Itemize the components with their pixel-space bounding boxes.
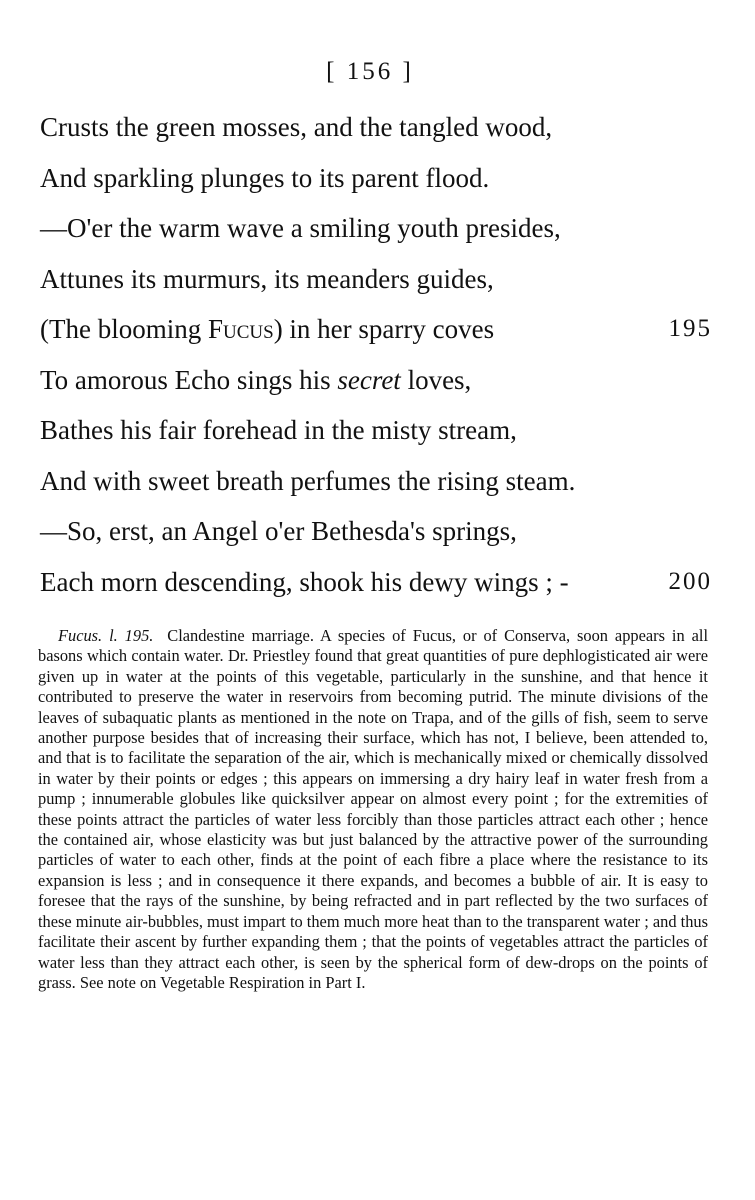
page-number: [ 156 ] bbox=[326, 58, 414, 85]
verse-line bbox=[40, 559, 712, 610]
verse-text: —O'er the warm wave a smiling youth presides, bbox=[40, 213, 561, 243]
verse-text bbox=[40, 365, 471, 395]
verse-line bbox=[40, 357, 712, 408]
verse-text-segment: loves, bbox=[400, 364, 472, 395]
verse-line bbox=[40, 508, 712, 559]
verse-text: And with sweet breath perfumes the rising steam. bbox=[40, 465, 576, 496]
footnote-body: Clandestine marriage. A species of Fucus, or of Conserva, soon appears in all basons which contain water. Dr. Priestley found that great quantities of pure dephlogisticated air were given up in water at the points of this vegetable, particularly in the sunshine, and that hence it contributed to preserve the water in reservoirs from becoming putrid. The minute divisions of the leaves of subaquatic plants as mentioned in the note on Trapa, and of the gills of fish, seem to serve another purpose besides that of increasing their surface, which has not, I believe, been attended to, and that is to facilitate the separation of the air, which is mechanically mixed or chemically dissolved in water by their points or edges ; this appears on immersing a dry hairy leaf in water fresh from a pump ; innumerable globules like quicksilver appear on almost every point ; for the extremities of these points attract the particles of water less forcibly than those particles attract each other ; hence the contained air, whose elasticity was but just balanced by the attractive power of the surrounding particles of water to each other, finds at the point of each fibre a place where the resistance to its expansion is less ; and in consequence it there expands, and becomes a bubble of air. It is easy to foresee that the rays of the sunshine, by being refracted and in part reflected by the two surfaces of these minute air-bubbles, must impart to them much more heat than to the transparent water ; and thus facilitate their ascent by further expanding them ; that the points of vegetables attract the particles of water less than they attract each other, is seen by the spherical form of dew-drops on the points of grass. See note on Vegetable Respiration in Part I. bbox=[38, 626, 708, 992]
verse-line bbox=[40, 155, 712, 206]
verse-text bbox=[40, 314, 494, 344]
verse-text: —So, erst, an Angel o'er Bethesda's springs, bbox=[40, 516, 517, 546]
poem-stanza bbox=[40, 104, 712, 609]
fucus-smallcaps: Fucus bbox=[207, 314, 274, 344]
verse-text: Crusts the green mosses, and the tangled wood, bbox=[40, 112, 553, 142]
verse-line bbox=[40, 407, 712, 458]
verse-text-segment: (The blooming bbox=[40, 314, 208, 344]
verse-line bbox=[40, 205, 712, 256]
footnote bbox=[38, 626, 708, 993]
line-number: 200 bbox=[668, 567, 712, 595]
verse-text: Attunes its murmurs, its meanders guides, bbox=[40, 263, 494, 294]
verse-line bbox=[40, 306, 712, 357]
verse-text: And sparkling plunges to its parent flood. bbox=[40, 162, 490, 193]
verse-text-segment: To amorous Echo sings his bbox=[40, 364, 338, 395]
verse-line bbox=[40, 458, 712, 509]
footnote-reference: Fucus. l. 195. bbox=[58, 626, 154, 645]
secret-italic: secret bbox=[337, 364, 401, 395]
verse-text: Bathes his fair forehead in the misty stream, bbox=[40, 415, 517, 445]
line-number: 195 bbox=[668, 315, 712, 342]
verse-line bbox=[40, 104, 712, 155]
verse-line bbox=[40, 256, 712, 307]
verse-text: Each morn descending, shook his dewy wings ; - bbox=[40, 566, 569, 597]
verse-text-segment: ) in her sparry coves bbox=[273, 314, 495, 344]
